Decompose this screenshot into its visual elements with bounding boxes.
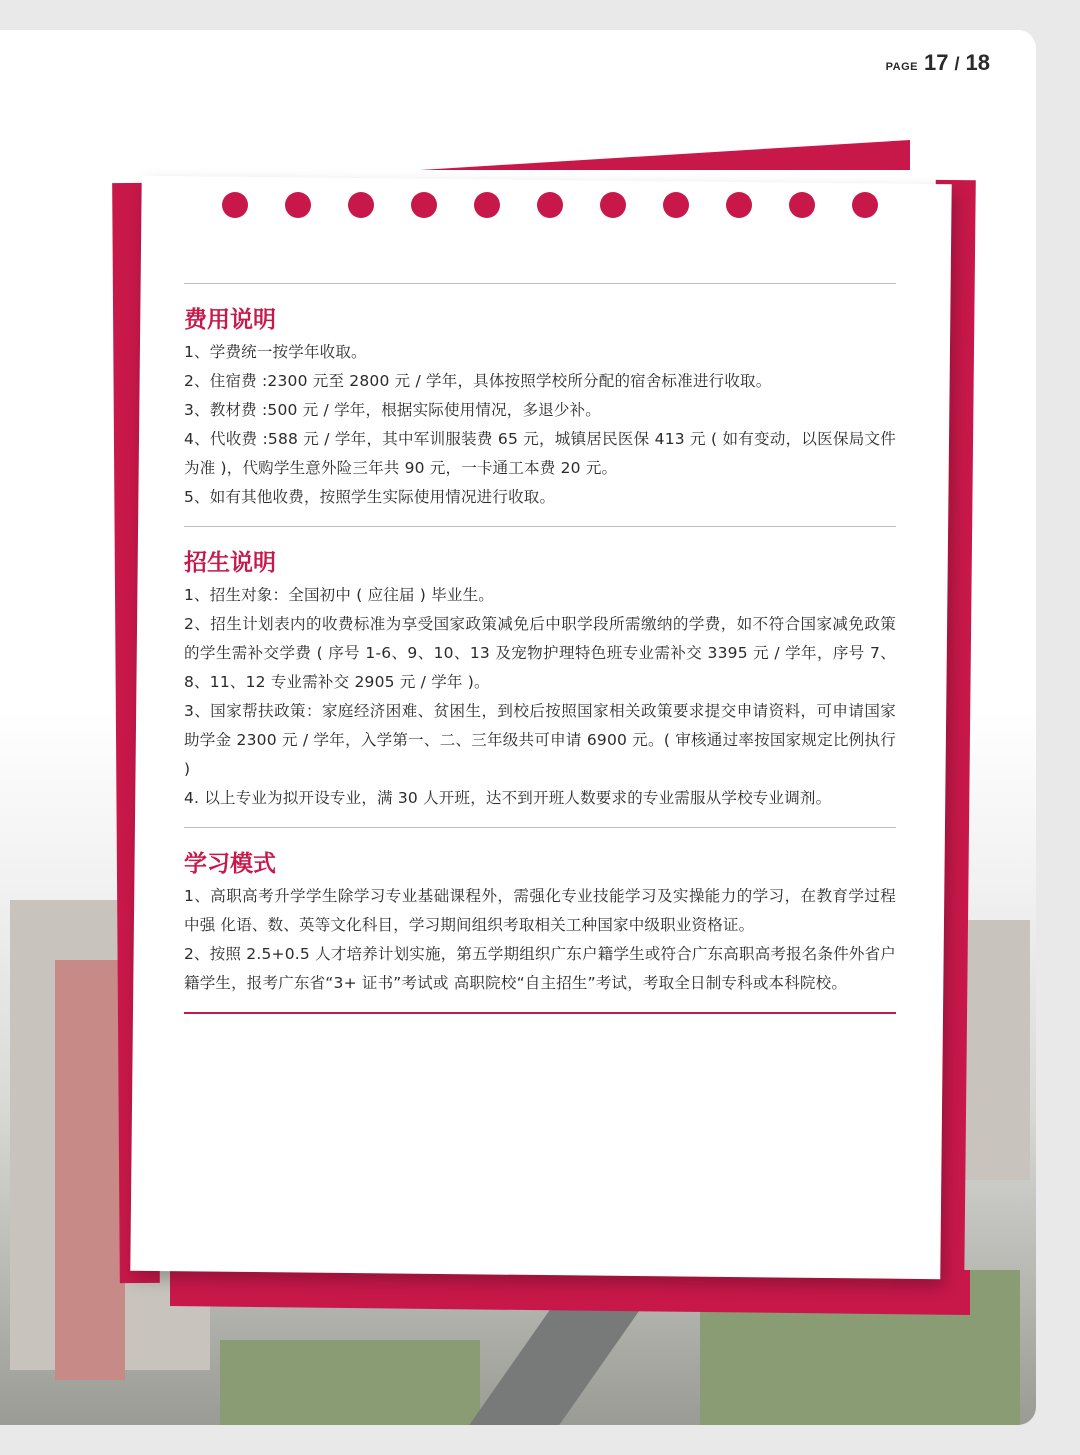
current-page: 17 bbox=[924, 50, 949, 75]
content-area bbox=[184, 283, 896, 1014]
list-item: 3、教材费 :500 元 / 学年，根据实际使用情况，多退少补。 bbox=[184, 401, 602, 419]
list-item: 4. 以上专业为拟开设专业，满 30 人开班，达不到开班人数要求的专业需服从学校专业调剂。 bbox=[184, 789, 832, 807]
list-item: 5、如有其他收费，按照学生实际使用情况进行收取。 bbox=[184, 488, 556, 506]
section-title: 费用说明 bbox=[184, 307, 276, 333]
binder-hole bbox=[852, 192, 878, 218]
total-pages: 18 bbox=[965, 50, 990, 75]
list-item: 1、招生对象：全国初中 ( 应往届 ) 毕业生。 bbox=[184, 586, 494, 604]
binder-hole bbox=[789, 192, 815, 218]
enrollment-section bbox=[184, 527, 896, 827]
binder-hole bbox=[348, 192, 374, 218]
list-item: 1、高职高考升学学生除学习专业基础课程外，需强化专业技能学习及实操能力的学习，在教育学过程中强 化语、数、英等文化科目，学习期间组织考取相关工种国家中级职业资格证。 bbox=[184, 887, 896, 934]
list-item: 3、国家帮扶政策：家庭经济困难、贫困生，到校后按照国家相关政策要求提交申请资料，可申请国家助学金 2300 元 / 学年，入学第一、二、三年级共可申请 6900 元。( 审核通过率按国家规定比例执行 ) bbox=[184, 702, 896, 778]
section-title: 学习模式 bbox=[184, 851, 276, 877]
binder-hole bbox=[474, 192, 500, 218]
binder-hole bbox=[663, 192, 689, 218]
fee-section bbox=[184, 284, 896, 526]
page-separator: / bbox=[954, 54, 960, 74]
study-mode-section bbox=[184, 828, 896, 1012]
bottom-divider bbox=[184, 1012, 896, 1014]
binder-holes bbox=[222, 192, 878, 218]
list-item: 2、住宿费 :2300 元至 2800 元 / 学年，具体按照学校所分配的宿舍标准进行收取。 bbox=[184, 372, 772, 390]
list-item: 2、按照 2.5+0.5 人才培养计划实施，第五学期组织广东户籍学生或符合广东高职高考报名条件外省户籍学生，报考广东省“3+ 证书”考试或 高职院校“自主招生”考试，考取全日制专科或本科院校。 bbox=[184, 945, 897, 992]
list-item: 4、代收费 :588 元 / 学年，其中军训服装费 65 元，城镇居民医保 413 元 ( 如有变动，以医保局文件为准 )，代购学生意外险三年共 90 元，一卡通工本费 20 元。 bbox=[184, 430, 896, 477]
binder-hole bbox=[222, 192, 248, 218]
list-item: 1、学费统一按学年收取。 bbox=[184, 343, 367, 361]
page-indicator bbox=[886, 50, 990, 76]
binder-hole bbox=[726, 192, 752, 218]
binder-hole bbox=[411, 192, 437, 218]
list-item: 2、招生计划表内的收费标准为享受国家政策减免后中职学段所需缴纳的学费，如不符合国家减免政策的学生需补交学费 ( 序号 1-6、9、10、13 及宠物护理特色班专业需补交 3395 元 / 学年，序号 7、8、11、12 专业需补交 2905 元 / 学年 )。 bbox=[184, 615, 896, 691]
binder-hole bbox=[537, 192, 563, 218]
binder-hole bbox=[600, 192, 626, 218]
section-title: 招生说明 bbox=[184, 550, 276, 576]
page-label: PAGE bbox=[885, 61, 919, 73]
binder-hole bbox=[285, 192, 311, 218]
